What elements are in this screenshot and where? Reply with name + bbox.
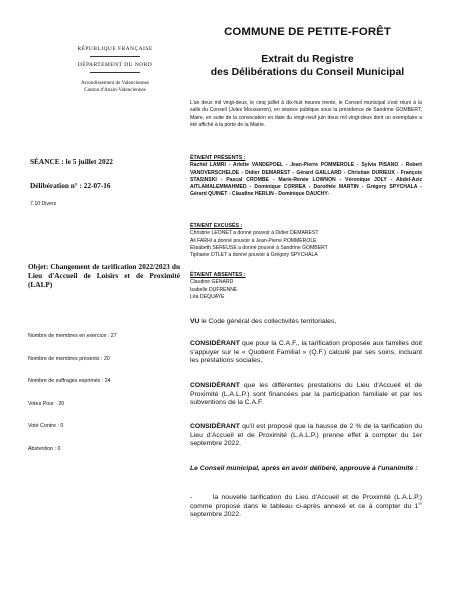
presents-section: [190, 155, 422, 198]
extrait-line-2: des Délibérations du Conseil Municipal: [210, 66, 405, 78]
item-superscript: er: [418, 500, 422, 506]
stat-vote-contre: Voté Contre : 0: [28, 423, 64, 430]
presents-list: Rachid LAMRI - Arlette VANDEPOEL - Jean-Pierre POMMEROLE - Sylvia PISANO - Robert VANOVERSCHELDE - Didier DEMAREST - Gérard GAILLARD - Christian DURIEUX - François STASINSKI - Pascal CROMBE - Marie-Renée LOWNON - Véronique JOLY - Abdel-Aziz AITLAMALEMMAHMED - Dominique CORREA - Dorothée MARTIN - Grégory SPYCHALA - Gérard QUINET - Claudine HERLIN - Dominique DAUCHY-: [190, 162, 422, 198]
stat-suffrages: Nombre de suffrages exprimés : 24: [28, 378, 111, 385]
decision-statement: Le Conseil municipal, après en avoir délibéré, approuve à l'unanimité :: [190, 465, 418, 472]
item-text: la nouvelle tarification du Lieu d'Accueil et de Proximité (L.A.L.P.) comme proposé dans le tableau ci-après annexé et ce à compter du 1: [190, 494, 422, 510]
excuse-line: Ali FARHI a donné pouvoir à Jean-Pierre POMMEROLE: [190, 237, 317, 244]
vu-keyword: VU: [190, 318, 200, 325]
divider: [90, 72, 140, 73]
deliberation-number: Délibération n° : 22-07-16: [30, 181, 111, 190]
seance-date: SÉANCE : le 5 juillet 2022: [30, 157, 113, 166]
considerant-1: [190, 340, 422, 366]
absent-line: Claudine GENARD: [190, 279, 234, 286]
departement: DÉPARTEMENT DU NORD: [77, 62, 153, 68]
presents-heading: ÉTAIENT PRÉSENTS :: [190, 155, 246, 161]
considerant-keyword: CONSIDÉRANT: [190, 423, 240, 430]
stat-membres-presents: Nombre de membres présents : 20: [28, 355, 110, 362]
commune-title: COMMUNE DE PETITE-FORÊT: [224, 26, 391, 38]
item-text-end: septembre 2022.: [190, 511, 242, 519]
considerant-keyword: CONSIDÉRANT: [190, 340, 240, 347]
stat-votes-pour: Votes Pour : 20: [28, 400, 65, 407]
absent-line: Léa DEQUAYE: [190, 293, 225, 300]
considerant-text: que pour la C.A.F., la tarification proposée aux familles doit s'appuyer sur le « Quotient Familial » (Q.F.) calculé par ses soins, incluant les prestations sociales,: [190, 340, 422, 365]
vu-paragraph: [190, 318, 422, 327]
extrait-title: [185, 54, 430, 79]
objet: Objet: Changement de tarification 2022/2023 du Lieu d'Accueil de Loisirs et de Proximité (LALP): [28, 262, 180, 289]
excuses-section: [190, 223, 422, 259]
arrondissement: Arrondissement de Valenciennes: [81, 80, 149, 86]
item-dash: -: [190, 494, 193, 501]
vote-stats: [28, 333, 183, 469]
vu-text: le Code général des collectivités territoriales,: [199, 318, 337, 325]
excuse-line: Élisabeth SEREUSE a donné pouvoir à Sandrine GOMBERT: [190, 244, 328, 251]
considerant-text: qu'il est proposé que la hausse de 2 % de la tarification du Lieu d'Accueil et de Proximité (L.A.L.P.) prenne effet à compter du 1er septembre 2022.: [190, 423, 422, 448]
considerant-keyword: CONSIDÉRANT: [190, 382, 240, 389]
excuses-heading: ÉTAIENT EXCUSÉS :: [190, 223, 243, 229]
decision-item: [190, 494, 422, 520]
absent-line: Isabelle DUFRENNE: [190, 286, 238, 293]
divider: [90, 56, 140, 57]
excuse-line: Tiphanie OTLET a donné pouvoir à Grégory SPYCHALA: [190, 252, 318, 259]
absentes-section: [190, 272, 422, 301]
considerant-text: que les différentes prestations du Lieu d'Accueil et de Proximité (L.A.L.P.) sont financées par la participation familiale et par les subventions de la C.A.F.: [190, 382, 422, 407]
absentes-heading: ÉTAIENT ABSENTES :: [190, 272, 246, 278]
stat-abstention: Abstention : 0: [28, 445, 61, 452]
excuse-line: Christine LEONET a donné pouvoir à Didier DEMAREST: [190, 230, 319, 237]
considerant-3: [190, 423, 422, 449]
intro-paragraph: L'an deux mil vingt-deux, le cinq juillet à dix-huit heures trente, le Conseil municipal s'est réuni à la salle du Conseil (Jules Mousseron), en séance publique sous la présidence de Sandrine GOMBERT, Maire, en suite de la convocation en date du vingt-neuf juin deux mil vingt-deux dont un exemplaire a été affiché à la porte de la Mairie.: [190, 100, 422, 129]
arrondissement-block: [40, 80, 190, 93]
extrait-line-1: Extrait du Registre: [261, 54, 354, 65]
considerant-2: [190, 382, 422, 408]
stat-membres-exercice: Nombre de membres en exercice : 27: [28, 333, 117, 339]
republique-francaise: RÉPUBLIQUE FRANÇAISE: [77, 46, 153, 52]
canton: Canton d'Anzin-Valenciennes: [84, 86, 146, 93]
category: 7.10 Divers: [30, 201, 57, 207]
